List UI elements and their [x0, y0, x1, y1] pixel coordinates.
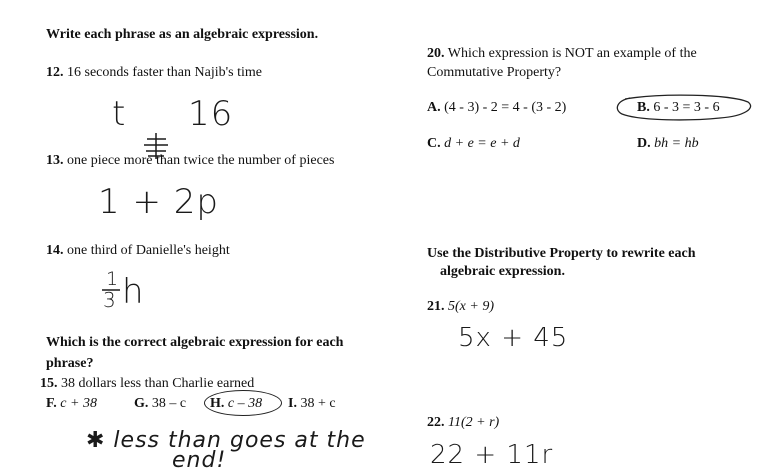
choice-h-letter: H.: [210, 396, 225, 411]
choice-i-expr: 38 + c: [300, 396, 336, 411]
answer-22: 22 + 11r: [430, 440, 554, 470]
question-14-text: one third of Danielle's height: [67, 243, 230, 258]
answer-12: [112, 94, 233, 134]
distributive-heading-line1: Use the Distributive Property to rewrite each: [427, 246, 696, 261]
question-15-text: 38 dollars less than Charlie earned: [61, 376, 255, 391]
question-20-text-line1: Which expression is NOT an example of the: [447, 46, 697, 61]
question-20-text-line2: Commutative Property?: [427, 65, 562, 80]
choice-b-expr: 6 - 3 = 3 - 6: [653, 100, 720, 115]
choice-c-expr: d + e = e + d: [444, 136, 520, 151]
choice-i-letter: I.: [288, 396, 297, 411]
question-21-number: 21.: [427, 299, 445, 314]
choice-c-letter: C.: [427, 136, 441, 151]
choice-g-letter: G.: [134, 396, 149, 411]
answer-14: [102, 270, 162, 320]
question-20-number: 20.: [427, 46, 445, 61]
answer-14-denominator: 3: [103, 288, 117, 312]
question-14-number: 14.: [46, 243, 64, 258]
question-21-text: 5(x + 9): [448, 299, 494, 314]
choice-g[interactable]: [134, 395, 186, 413]
question-22-number: 22.: [427, 415, 445, 430]
choice-h[interactable]: [210, 395, 262, 413]
question-15: [40, 375, 254, 393]
answer-12-variable: t: [112, 94, 127, 134]
answer-14-variable: h: [122, 272, 145, 312]
choice-h-expr: c – 38: [227, 396, 263, 411]
choice-f-expr: c + 38: [60, 396, 97, 411]
question-22-text: 11(2 + r): [448, 415, 500, 430]
choice-a[interactable]: [427, 99, 566, 117]
choice-f-letter: F.: [46, 396, 57, 411]
handwritten-note-line2: end!: [172, 448, 227, 473]
choice-f[interactable]: [46, 395, 97, 413]
question-12-number: 12.: [46, 65, 64, 80]
question-12: [46, 64, 262, 82]
question-15-number: 15.: [40, 376, 58, 391]
question-14: [46, 242, 230, 260]
question-21: [427, 298, 494, 316]
choice-g-expr: 38 – c: [151, 396, 187, 411]
question-22: [427, 414, 499, 432]
question-13-number: 13.: [46, 153, 64, 168]
distributive-heading-line2: algebraic expression.: [440, 264, 565, 279]
question-13-text: one piece more than twice the number of pieces: [67, 153, 335, 168]
choice-a-expr: (4 - 3) - 2 = 4 - (3 - 2): [444, 100, 567, 115]
choice-d[interactable]: [637, 135, 699, 153]
question-13: [46, 152, 334, 170]
section-heading-algebraic: Write each phrase as an algebraic expression.: [46, 27, 319, 42]
choice-a-letter: A.: [427, 100, 441, 115]
choice-d-expr: bh = hb: [654, 136, 699, 151]
question-12-text: 16 seconds faster than Najib's time: [67, 65, 262, 80]
mc-heading-line1: Which is the correct algebraic expression for each: [46, 335, 344, 350]
answer-12-number: 16: [187, 94, 234, 134]
choice-b-letter: B.: [637, 100, 650, 115]
answer-21: 5x + 45: [458, 323, 569, 353]
answer-14-numerator: 1: [106, 268, 120, 290]
choice-c[interactable]: [427, 135, 520, 153]
mc-heading-line2: phrase?: [46, 356, 94, 371]
answer-13: 1 + 2p: [98, 182, 219, 222]
choice-d-letter: D.: [637, 136, 651, 151]
handwritten-note-line1: ✱ less than goes at the: [86, 428, 366, 453]
choice-i[interactable]: [288, 395, 336, 413]
question-20: [427, 45, 697, 63]
choice-b[interactable]: [637, 99, 720, 117]
